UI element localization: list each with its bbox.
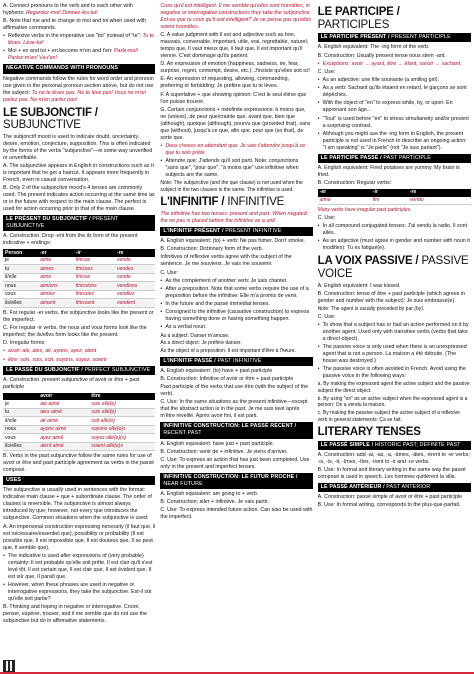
constr-2b: B. Construction: aller + infinitive. Je vais partir. (160, 499, 269, 506)
inf-past-a: A. English equivalent: (to) have + past participle (160, 367, 273, 374)
passive-voice-title: LA VOIX PASSIVE / PASSIVE VOICE (317, 255, 469, 280)
inf-pres-c5a: As a subject: Danser m'amuse. (160, 332, 230, 339)
list-item: • Reflexive verbs in the imperative use "toi" instead of "te": Tu te lèves. Lève-toi! (3, 33, 155, 47)
intro-a: A. Connect pronouns to the verb and to each other with hyphens: Regardez-moi! Donnez-les-lui! (3, 3, 133, 16)
intro-b-list (3, 33, 155, 62)
uses-b: B. Thinking and hoping in negative or interrogative. Croire, penser, espérer, trouver, and il me semble que do not use the subjunctive but do in affirmative statements. (3, 603, 147, 624)
section-bar-present-subjunctive: LE PRÉSENT DU SUBJONCTIF / PRESENT SUBJUNCTIVE (3, 215, 155, 231)
col2-f: F. A superlative + que showing opinion: C'est le seul élève que l'on puisse trouver. (160, 91, 307, 105)
list-item: • As a verb: Sachant qu'ils étaient en retard, le garçons se sont dépêchés. (318, 85, 471, 99)
present-d-list (3, 348, 155, 363)
inf-pres-c: C. Use: (160, 269, 178, 276)
intro-b: B. Note that me and te change to moi and toi when used with affirmative commands. (3, 18, 147, 32)
list-item: • The passive voice is often avoided in French. Avoid using the passive voice in the following ways: (318, 366, 471, 380)
subjunctive-title: LE SUBJONCTIF / SUBJUNCTIVE (3, 106, 98, 132)
column-left (3, 3, 155, 674)
inf-intro: The infinitive has two tenses: present and past. When negated, the ne pas is placed before the infinitive as a unit. (160, 210, 309, 224)
pa-b: B. Use: In formal writing, corresponds to the plus-que-parfait. (317, 502, 461, 509)
inf-pres-c5c: As the object of a preposition: Il est important d'être à l'heure. (160, 348, 296, 355)
table-header: -re (115, 249, 155, 257)
pa-a: A. Construction: passé simple of avoir or être + past participle (317, 494, 463, 501)
inf-pres-b: B. Construction: Dictionary form of the verb. (160, 246, 264, 253)
list-item: • Attendre que: J'attends qu'il soit parti. Note: conjunctions "sans que", "pour que", "à moins que" use infinitive when subjects are the same. (160, 158, 312, 179)
table-row: tu aies aimé sois allé(e) (3, 408, 155, 417)
inf-past-b2: Past participle of the verbs that use être (with the subject of the verb). (160, 384, 309, 398)
perfect-b: B. Verbs in the past subjunctive follow the same rules for use of avoir or être and past participle agreement as verbs in the passé composé. (3, 453, 155, 474)
list-item: • The indicative is used after expressions of (very probable) certainty: Il est probable qu'elle soit prête. Il est clair qu'il s'est levé tôt. Il est certain que, Il est clair que, Il est évident que, Il est sûr que, Il paraît que. (3, 553, 155, 581)
past-participle-table (318, 189, 471, 205)
participle-title: LE PARTICIPE / PARTICIPLES (317, 6, 400, 31)
list-item: • Although you might use the -ing form in English, the present participle is not used in French to describe an ongoing action: "I am speaking" is "Je parle" (not "Je suis parlant"). (318, 131, 471, 152)
present-d: D. Irregular forms: (3, 340, 46, 347)
section-bar-past-infinitive: L'INFINITIF PASSÉ / PAST INFINITIVE (160, 357, 312, 366)
table-row: vous aimiez finissiez vendiez (3, 290, 155, 299)
constr-1a: A. English equivalent: have just + past participle. (160, 440, 275, 447)
present-b: B. For regular -er verbs, the subjunctive looks like the present or the imperfect. (3, 309, 154, 323)
present-subjunctive-table (3, 249, 155, 308)
voice-c: C. Use: (317, 313, 336, 320)
table-header: -er (38, 249, 74, 257)
table-header: -ir (74, 249, 115, 257)
col2-note: Note: The subjunctive (and the que clause) is not used when the subject in the two clauses is the same. The infinitive is used. (160, 180, 303, 193)
inf-past-c: C. Use: In the same situations as the present infinitive—except that the abstract action is in the past. Je me suis lavé après m'être réveillé. Après avoir fini, il est parti. (160, 399, 308, 420)
present-a: A. Construction: Drop -ent from the ils form of the present indicative + endings: (3, 233, 138, 247)
section-bar-recent-past: INFINITIVE CONSTRUCTION: LE PASSÉ RÉCENT / RECENT PAST (160, 422, 312, 438)
part-past-c: C. Use: (317, 214, 336, 221)
part-pres-b: B. Construction: Usually present tense nous stem -ant. (317, 52, 446, 59)
inf-past-b: B. Construction: Infinitive of avoir or être + past participle (160, 376, 294, 382)
voice-c3a: a. By making the expressed agent the active subject and the passive subject the direct object. (317, 381, 470, 394)
list-item: • As a verbal noun: (160, 324, 312, 331)
part-pres-c: C. Use: (317, 68, 336, 75)
constr-1c: C. Use: To express an action that has just been completed. Use only in the present and imperfect tenses. (160, 456, 310, 470)
list-item: • To show that a subject has or had an action performed on it by another agent. Used only with transitive verbs (verbs that take a direct object). (318, 322, 471, 343)
qr-code-icon (3, 660, 15, 672)
voice-list (318, 322, 471, 380)
ps-b: B. Use: In formal and literary writing in the same way the passé composé is used in speech. Les hommes quittèrent la ville. (317, 467, 466, 481)
list-item: • In the future and the passé immédiat tenses. (160, 301, 312, 308)
section-bar-near-future: INFINITIVE CONSTRUCTION: LE FUTUR PROCHE / NEAR FUTURE (160, 473, 312, 489)
list-item: • "Tout" is used before "en" to stress simultaneity and/or present a surprising contrast. (318, 116, 471, 130)
list-item: • Moi + en and toi + en become m'en and t'en: Parle-moi! Parlez-m'en! Va-t'en! (3, 48, 155, 62)
infinitive-title: L'INFINITIF / INFINITIVE (160, 196, 285, 209)
table-header: -er (318, 189, 371, 197)
list-item: • In all compound conjugated tenses: J'ai vendu la radio. Il sont allés. (318, 223, 471, 237)
section-bar-perfect-subjunctive: LE PASSÉ DU SUBJONCTIF / PERFECT SUBJUNCTIVE (3, 366, 155, 375)
inf-pres-a: A. English equivalent: (to) + verb: Ne pas fumer. Don't smoke. (160, 238, 306, 245)
inf-pres-list (160, 278, 312, 332)
part-pres-a: A. English equivalent: The -ing form of the verb. (317, 44, 430, 51)
voice-note: Note: The agent is usually preceded by par (by). (317, 305, 425, 312)
col2-d: D. An expression of emotion (happiness, sadness, ire, fear, surprise, regret, contempt, desire, etc.): J'insiste qu'elles soit ici! (160, 61, 310, 75)
list-item: • However, when these phrases are used in negative or interrogative expressions, they take the subjunctive: Est-il sûr qu'elle soit partie? (3, 582, 155, 603)
perfect-subjunctive-table (3, 393, 155, 452)
subj-b: B. Only 2 of the subjunctive mood's 4 tenses are commonly used. The present indicates action occurring at the same time as or in the future with respect to the main clause. The perfect is used for action occurring prior to that of the main clause. (3, 185, 155, 212)
list-item: • Exceptions: avoir → ayant, être → étant, savoir → sachant. (318, 61, 471, 68)
inf-pres-c5b: As a direct object: Je préfère danser. (160, 340, 242, 347)
table-header: avoir (38, 393, 89, 401)
section-bar-present-participle: LE PARTICIPE PRÉSENT / PRESENT PARTICIPLE (318, 33, 471, 42)
table-header: être (89, 393, 155, 401)
uses-a-list (3, 553, 155, 603)
part-past-note: Many verbs have irregular past participles. (317, 207, 412, 214)
table-header: Person (3, 249, 38, 257)
table-row: vous ayez aimé soyez allé(e)(s) (3, 434, 155, 443)
table-row: nous aimions finissions vendions (3, 282, 155, 291)
list-item: • As the complement of another verb: Je sais chanter. (160, 278, 312, 285)
perfect-a: A. Construction: present subjunctive of avoir or être + past participle (3, 376, 140, 390)
voice-c3c: c. By making the passive subject the active subject of a reflexive verb in general statements: Ça se fait. (317, 410, 460, 423)
literary-tenses-title: LITERARY TENSES (317, 426, 421, 439)
subj-intro: The subjonctif mood is used to indicate doubt, uncertainty, desire, emotion, conjecture, supposition. This is often indicated by the forms of the verbs "subjunctive"—in some way unverified or unverifiable. (3, 133, 153, 161)
column-right (318, 3, 471, 674)
list-item: • After a preposition. Note that some verbs require the use of a preposition before the infinitive: Elle m'a promis de venir. (160, 286, 312, 300)
ps-a: A. Construction: add -ai, -as, -a, -âmes, -âtes, -èrent to -er verbs; -is, -is, -it, -îmes, -îtes, -irent to -ir and -re verbs. (317, 451, 470, 465)
section-bar-uses: USES (3, 476, 155, 485)
inf-pres-b2: Infinitives of reflexive verbs agree with the subject of the sentence. Je me souviens. Je vais me souvenir. (160, 254, 292, 268)
voice-b: B. Construction: tense of être + past participle (which agrees in gender and number with the subject): Je suis embrassé(e). (317, 290, 466, 304)
table-row: je aime finisse vende (3, 257, 155, 265)
list-item: • Deux choses en attendant que. Je vais t'attendre jusqu'à ce que tu sois prête. (160, 143, 312, 157)
voice-a: A. English equivalent: I was kissed. (317, 282, 401, 289)
list-item: • avoir: aie, aies, ait, ayons, ayez, aient (3, 348, 155, 355)
table-header: -re (408, 189, 471, 197)
section-bar-present-infinitive: L'INFINITIF PRÉSENT / PRESENT INFINITIVE (160, 227, 312, 236)
col2-c: C. A value judgment with Il est and adjective such as bon, mauvais, convenable, important, utile, vrai, regrettable, naturel, temps que, Il vaut mieux que, il faut que, Il est important qu'il vienne. C'est dommage qu'ils partent. (160, 32, 309, 60)
col2-intro: Crois qu'il est intelligent. Il me semble qu'elles sont honnêtes, in negative or interrogative constructions they take the subjunctive. Est-ce que tu crois qu'il soit intelligent? Je ne pense pas qu'elles soient honnêtes. (160, 3, 312, 30)
part-past-list (318, 223, 471, 252)
table-row: nous ayons aimé soyons allé(e)s (3, 425, 155, 434)
present-c: C. For regular -ir verbs, the nous and vous forms look like the imperfect; the ils/elles form looks like the present. (3, 325, 147, 339)
list-item: • As an adjective: une fille souriante (a smiling girl). (318, 77, 471, 84)
constr-1b: B. Construction: venir de + infinitive. Je viens d'arriver. (160, 448, 288, 455)
table-row: je aie aimé sois allé(e) (3, 400, 155, 408)
list-item: • Consigned to the infinitive (causative construction) to express having something done or having something happen. (160, 309, 312, 323)
part-pres-c-list (318, 77, 471, 152)
col2-g-list (160, 143, 312, 179)
list-item: • être: sois, sois, soit, soyons, soyez, soient (3, 357, 155, 364)
part-past-b: B. Construction: Regular verbs: (317, 179, 392, 186)
table-row: ils/elles aient aimé soient allé(e)s (3, 442, 155, 451)
table-row: aimé fini vendu (318, 197, 471, 205)
neg-text: Negative commands follow the rules for word order and pronoun use given in the personal pronoun section above, but do not use the subject: Tu ne te lèves pas. Ne te lève pas! Vous ne m'en parlez pas. Ne m'en parlez pas! (3, 75, 154, 103)
section-bar-negative-commands: NEGATIVE COMMANDS WITH PRONOUNS (3, 64, 155, 73)
section-bar-passe-anterieur: LE PASSÉ ANTÉRIEUR / PAST ANTERIOR (318, 483, 471, 492)
table-row: ils/elles aiment finissent vendent (3, 299, 155, 308)
list-item: • As an adjective (must agree in gender and number with noun it modifies): Tu es fatigué(e). (318, 238, 471, 252)
part-pres-b-list (318, 61, 471, 68)
section-bar-past-participle: LE PARTICIPE PASSÉ / PAST PARTICIPLE (318, 154, 471, 163)
voice-c3b: b. By using "on" as an active subject when the expressed agent is a person: On a vendu la maison. (317, 395, 468, 409)
table-header (3, 393, 38, 401)
constr-2a: A. English equivalent: am going to + verb. (160, 491, 259, 498)
part-past-a: A. English equivalent: Fired potatoes are yummy. My brain is fried. (317, 164, 460, 178)
col2-e: E. An expression of requesting, allowing, commanding, preferring or forbidding: Je préfère que tu te lèves. (160, 76, 289, 90)
constr-2c: C. Use: To express intended future action. Can also be used with the imperfect. (160, 507, 313, 521)
table-header: -ir (371, 189, 408, 197)
subj-a: A. The subjunctive appears in English in constructions such as It is important that he get a haircut. It appears more frequently in French, even in casual conversation. (3, 162, 154, 183)
table-row: tu aimes finisses vendes (3, 265, 155, 274)
uses-text: The subjunctive is usually used in sentences with the format: indicative main clause + que + subordinate clause. The order of clauses is reversible. The subjunctive is almost always introduced by que; however, not every que introduces the subjunctive. Common situations when the subjunctive is used: (3, 487, 152, 522)
uses-a: A. An impersonal construction expressing necessity (il faut que, il est nécessaire/essentiel que), possibility or probability (Il est possible que, Il est impossible que, Il est douteux que, Il se peut que, Il semble que). (3, 523, 156, 551)
table-row: il/elle aime finisse vende (3, 273, 155, 282)
col2-g: G. Certain conjunctions + indefinite expressions: à moins que, ne (unless), de peur que/crainte que, avant que, bien que (although), quoique (although), pourvu que (provided that), sans que (without), jusqu'à ce que, afin que, pour que (so that), de sorte que. (160, 106, 311, 141)
list-item: • The passive voice is only used when there is an unexpressed agent that is not a person. La maison a été détruite. (The house was destroyed.) (318, 344, 471, 365)
column-middle (160, 3, 312, 674)
list-item: • With the object of "en" to express while, by, or upon: En apprenant son âge... (318, 100, 471, 114)
table-row: il/elle ait aimé soit allé(e) (3, 417, 155, 426)
section-bar-passe-simple: LE PASSÉ SIMPLE / HISTORIC PAST; DEFINITE PAST (318, 441, 471, 450)
